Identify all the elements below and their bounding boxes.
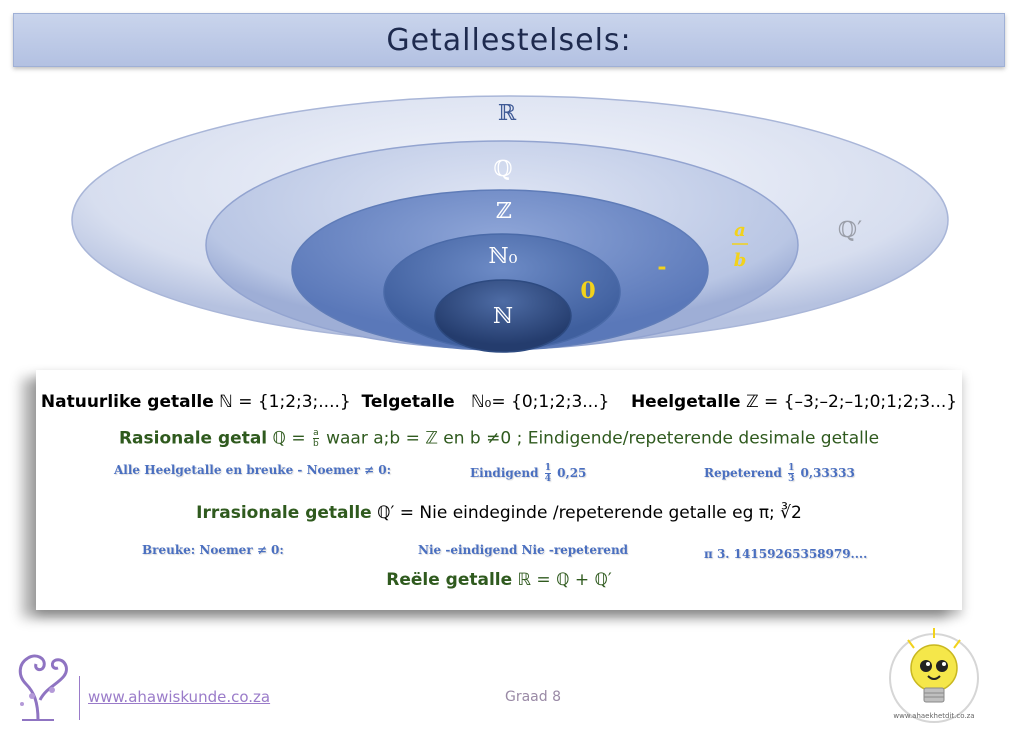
real-label: Reële getalle xyxy=(386,570,513,590)
number-sets-diagram xyxy=(0,0,1020,370)
label-integers: ℤ xyxy=(495,199,513,224)
whole-set: ℕ₀= {0;1;2;3...} xyxy=(470,392,610,412)
label-minus: - xyxy=(657,254,667,280)
note-nonterminating: Nie -eindigend Nie -repeterend xyxy=(418,543,629,557)
irrational-label: Irrasionale getalle xyxy=(196,503,372,523)
note-repeating: Repeterend $\frac{1}{3}$ 0,33333 xyxy=(704,463,855,484)
rational-label: Rasionale getal xyxy=(118,428,268,449)
info-panel xyxy=(36,370,962,610)
rational-fraction: $\frac{a}{b}$ xyxy=(312,428,319,449)
natural-set: ℕ = {1;2;3;....} xyxy=(219,392,351,412)
label-whole: ℕ₀ xyxy=(488,244,518,269)
label-natural: ℕ xyxy=(492,304,514,329)
natural-label: Natuurlike getalle xyxy=(40,392,214,412)
website-link[interactable]: www.ahawiskunde.co.za xyxy=(88,688,271,706)
note-pi: π 3. 14159265358979.... xyxy=(704,547,868,561)
label-zero: 0 xyxy=(580,278,596,304)
rational-pre: ℚ = xyxy=(272,428,306,449)
label-frac-num: a xyxy=(734,220,746,241)
page-title: Getallestelsels: xyxy=(386,22,632,58)
note-fractions: Breuke: Noemer ≠ 0: xyxy=(142,543,284,557)
label-real: ℝ xyxy=(497,101,517,126)
label-irrational: ℚ′ xyxy=(837,218,863,243)
label-frac-den: b xyxy=(733,250,747,271)
whole-label: Telgetalle xyxy=(361,392,455,412)
rational-post: waar a;b = ℤ en b ≠0 ; Eindigende/repeterende desimale getalle xyxy=(326,428,880,449)
grade-label: Graad 8 xyxy=(505,689,562,705)
real-text: ℝ = ℚ + ℚ′ xyxy=(517,570,612,590)
bulb-caption: www.ahaekhetdit.co.za xyxy=(893,712,975,720)
label-rational: ℚ xyxy=(493,157,513,182)
row-sets xyxy=(36,392,962,412)
integers-label: Heelgetalle xyxy=(630,392,741,412)
row-rational xyxy=(36,428,962,449)
row-real xyxy=(36,570,962,590)
footer-divider xyxy=(79,676,80,720)
irrational-text: ℚ′ = Nie eindeginde /repeterende getalle eg π; ∛2 xyxy=(377,503,802,523)
note-terminating: Eindigend $\frac{1}{4}$ 0,25 xyxy=(470,463,587,484)
row-irrational xyxy=(36,503,962,523)
tree-logo xyxy=(8,640,78,722)
note-all-integers: Alle Heelgetalle en breuke - Noemer ≠ 0: xyxy=(114,463,392,477)
integers-set: ℤ = {–3;–2;–1;0;1;2;3...} xyxy=(745,392,958,412)
lightbulb-icon xyxy=(884,618,984,730)
